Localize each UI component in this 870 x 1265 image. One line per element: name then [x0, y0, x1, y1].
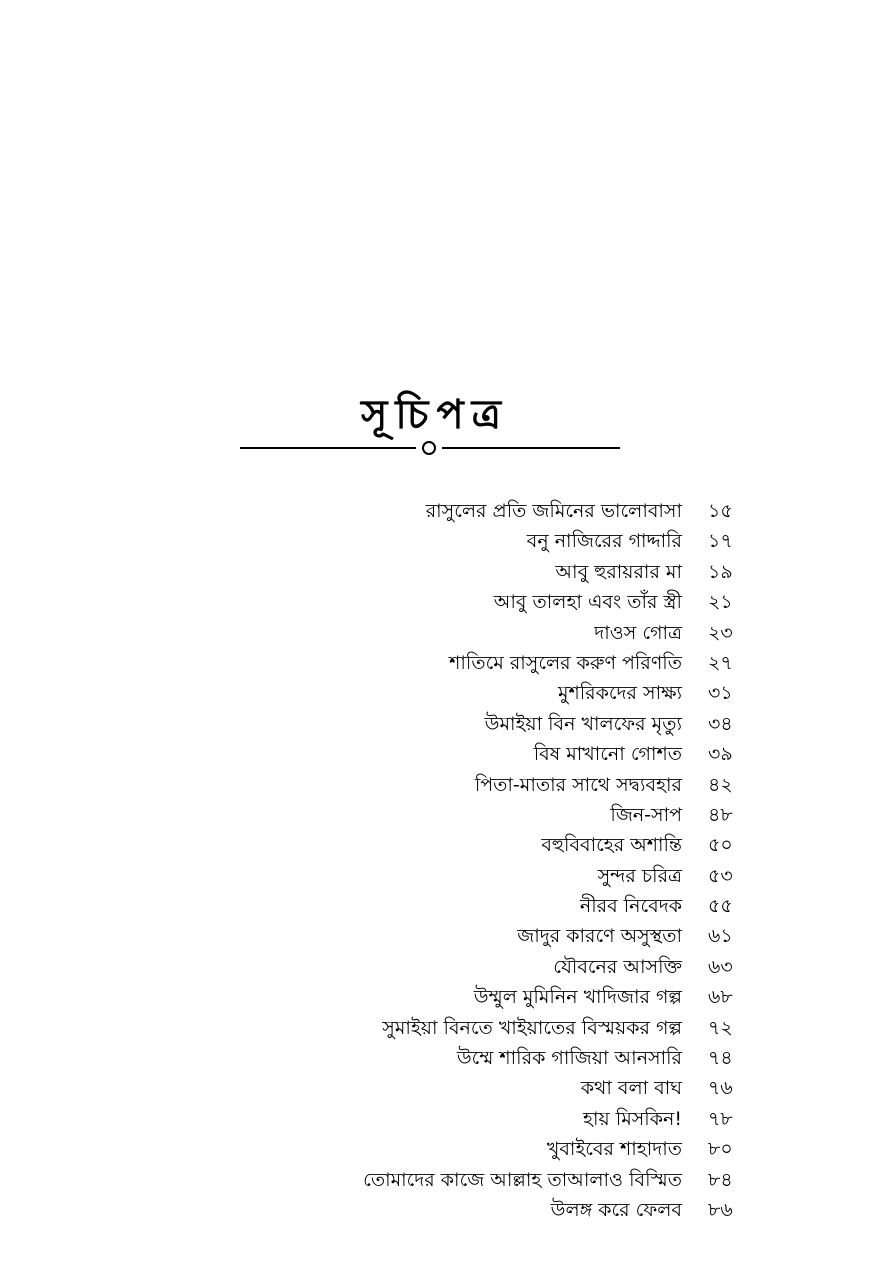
toc-entry-title: উম্মে শারিক গাজিয়া আনসারি: [456, 1047, 682, 1070]
toc-entry-title: খুবাইবের শাহাদাত: [546, 1138, 682, 1161]
toc-entry-page-number: ৮০: [708, 1138, 733, 1161]
toc-entry-page-number: ৭৮: [708, 1107, 733, 1130]
toc-entry-page-number: ৩৪: [708, 712, 733, 735]
divider-line-right: [442, 447, 620, 449]
toc-entry: [300, 1134, 750, 1164]
toc-entry-page-number: ৮৬: [708, 1198, 733, 1221]
page-title: সূচিপত্র: [361, 391, 509, 438]
toc-entry-page-number: ৮৪: [708, 1168, 733, 1191]
toc-entry-title: তোমাদের কাজে আল্লাহ তাআলাও বিস্মিত: [363, 1168, 682, 1191]
toc-entry-page-number: ৪২: [708, 773, 733, 796]
toc-entry-page-number: ৭২: [708, 1016, 733, 1039]
toc-entry-title: জাদুর কারণে অসুস্থতা: [517, 925, 682, 948]
toc-entry: [300, 496, 750, 526]
toc-entry: [300, 891, 750, 921]
toc-entry-title: উমাইয়া বিন খালফের মৃত্যু: [484, 712, 682, 735]
divider-circle-icon: [422, 441, 436, 455]
toc-entry-title: বহুবিবাহের অশান্তি: [541, 834, 682, 857]
toc-entry: [300, 1104, 750, 1134]
toc-entry-title: সুন্দর চরিত্র: [597, 864, 682, 887]
toc-entry-page-number: ২৭: [708, 651, 733, 674]
toc-entry-page-number: ৬৩: [708, 955, 733, 978]
toc-entry-page-number: ৫০: [708, 834, 733, 857]
toc-entry-title: নীরব নিবেদক: [579, 895, 682, 918]
toc-entry-page-number: ৬১: [708, 925, 733, 948]
toc-entry: [300, 830, 750, 860]
toc-entry: [300, 678, 750, 708]
toc-entry-title: আবু তালহা এবং তাঁর স্ত্রী: [493, 591, 682, 614]
table-of-contents: [300, 496, 750, 1225]
toc-entry: [300, 921, 750, 951]
toc-entry-page-number: ২৩: [708, 621, 733, 644]
toc-entry-page-number: ১৯: [708, 560, 733, 583]
toc-entry-title: উম্মুল মুমিনিন খাদিজার গল্প: [473, 986, 682, 1009]
toc-entry: [300, 770, 750, 800]
toc-entry: [300, 587, 750, 617]
toc-entry-title: উলঙ্গ করে ফেলব: [550, 1198, 682, 1221]
toc-entry: [300, 618, 750, 648]
toc-entry-title: বিষ মাখানো গোশত: [533, 743, 682, 766]
title-divider-ornament: [240, 438, 620, 458]
toc-entry: [300, 739, 750, 769]
toc-entry-title: রাসুলের প্রতি জমিনের ভালোবাসা: [425, 500, 682, 522]
toc-entry: [300, 557, 750, 587]
toc-entry-page-number: ১৭: [708, 530, 733, 553]
toc-entry-title: হায় মিসকিন!: [583, 1107, 682, 1130]
toc-entry: [300, 861, 750, 891]
toc-entry: [300, 1013, 750, 1043]
toc-entry: [300, 709, 750, 739]
toc-entry: [300, 800, 750, 830]
toc-entry-title: শাতিমে রাসুলের করুণ পরিণতি: [449, 651, 682, 674]
toc-entry-title: কথা বলা বাঘ: [580, 1077, 682, 1100]
toc-entry-title: জিন-সাপ: [610, 803, 682, 826]
toc-entry-title: আবু হুরায়রার মা: [555, 560, 682, 583]
toc-entry: [300, 982, 750, 1012]
toc-entry-title: যৌবনের আসক্তি: [553, 955, 682, 978]
toc-entry-page-number: ৪৮: [708, 803, 733, 826]
toc-entry-title: সুমাইয়া বিনতে খাইয়াতের বিস্ময়কর গল্প: [382, 1016, 682, 1039]
toc-entry: [300, 526, 750, 556]
toc-entry-title: বনু নাজিরের গাদ্দারি: [526, 530, 682, 553]
toc-entry: [300, 648, 750, 678]
toc-entry: [300, 952, 750, 982]
toc-entry-page-number: ৩৯: [708, 743, 733, 766]
toc-entry-page-number: ৫৫: [708, 895, 733, 918]
toc-entry-title: মুশরিকদের সাক্ষ্য: [557, 682, 682, 705]
divider-line-left: [240, 447, 416, 449]
toc-entry-page-number: ৩১: [708, 682, 733, 705]
toc-entry-page-number: ২১: [708, 591, 733, 614]
toc-entry-title: দাওস গোত্র: [594, 621, 682, 644]
toc-entry-page-number: ৭৬: [708, 1077, 733, 1100]
toc-entry: [300, 1043, 750, 1073]
toc-entry: [300, 1195, 750, 1225]
toc-entry-page-number: ৫৩: [708, 864, 733, 887]
toc-entry-page-number: ৬৮: [708, 986, 733, 1009]
toc-entry-title: পিতা-মাতার সাথে সদ্ব্যবহার: [474, 773, 682, 796]
toc-entry-page-number: ৭৪: [708, 1047, 733, 1070]
toc-entry-page-number: ১৫: [708, 500, 733, 522]
toc-entry: [300, 1165, 750, 1195]
toc-entry: [300, 1073, 750, 1103]
